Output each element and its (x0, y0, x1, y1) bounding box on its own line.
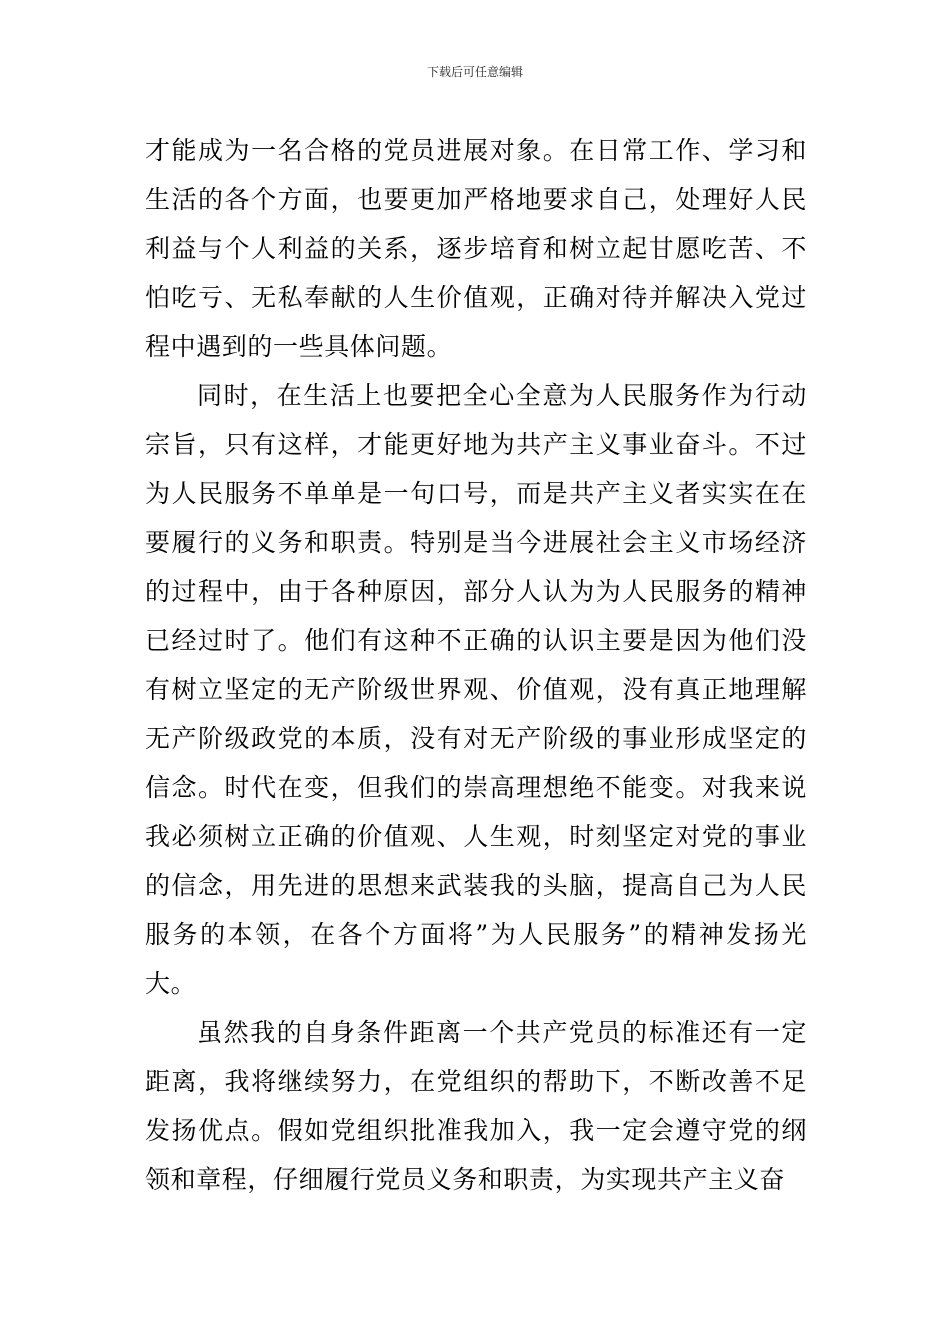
page-header: 下载后可任意编辑 (426, 65, 523, 79)
paragraph-2: 同时，在生活上也要把全心全意为人民服务作为行动宗旨，只有这样，才能更好地为共产主义事业奋斗。不过为人民服务不单单是一句口号，而是共产主义者实实在在要履行的义务和职责。特别是当今进展社会主义市场经济的过程中，由于各种原因，部分人认为为人民服务的精神已经过时了。他们有这种不正确的认识主要是因为他们没有树立坚定的无产阶级世界观、价值观，没有真正地理解无产阶级政党的本质，没有对无产阶级的事业形成坚定的信念。时代在变，但我们的崇高理想绝不能变。对我来说我必须树立正确的价值观、人生观，时刻坚定对党的事业的信念，用先进的思想来武装我的头脑，提高自己为人民服务的本领，在各个方面将”为人民服务”的精神发扬光大。 (145, 381, 807, 998)
paragraph-3: 虽然我的自身条件距离一个共产党员的标准还有一定距离，我将继续努力，在党组织的帮助下，不断改善不足发扬优点。假如党组织批准我加入，我一定会遵守党的纲领和章程，仔细履行党员义务和职责，为实现共产主义奋 (145, 1018, 807, 1194)
paragraph-1: 才能成为一名合格的党员进展对象。在日常工作、学习和生活的各个方面，也要更加严格地要求自己，处理好人民利益与个人利益的关系，逐步培育和树立起甘愿吃苦、不怕吃亏、无私奉献的人生价值观，正确对待并解决入党过程中遇到的一些具体问题。 (145, 136, 807, 361)
document-body (145, 126, 807, 1204)
